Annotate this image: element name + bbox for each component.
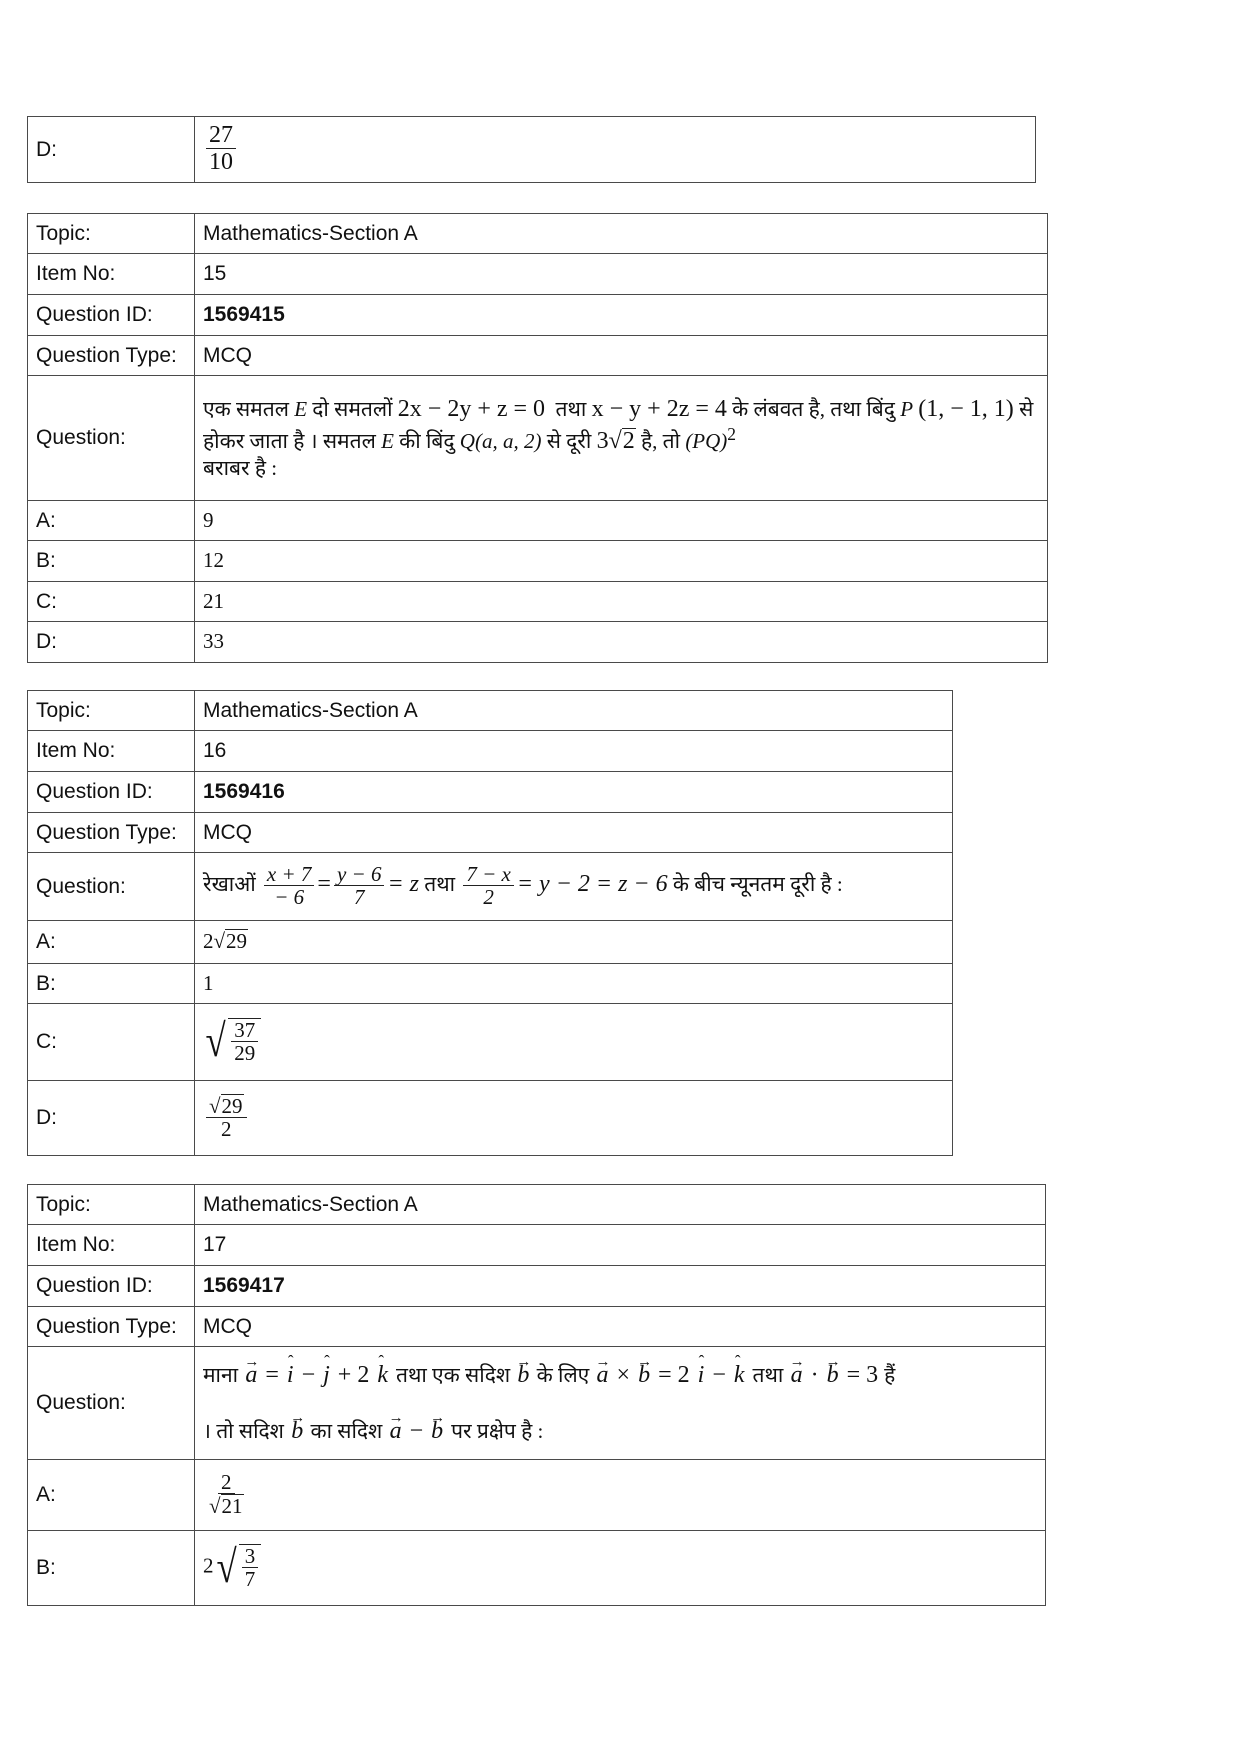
square-root: √ $\frac{37}{29}$ [203,1018,261,1065]
unit-vector-k: ˆ k [377,1347,388,1403]
option-d-label: D: [28,1081,195,1156]
unit-vector-i: ˆ i [698,1347,705,1403]
option-b-value: 1 [195,964,953,1004]
question-label: Question: [28,376,195,501]
topic-label: Topic: [28,1185,195,1225]
fraction: $\frac{27}{10}$ [206,123,236,176]
question-type-label: Question Type: [28,336,195,376]
distance-radical: 3√2 [596,427,635,454]
question-type-value: MCQ [195,336,1048,376]
question-id-value: 1569415 [195,295,1048,336]
item-no-label: Item No: [28,254,195,295]
question-text: रेखाओं $\frac{x + 7}{- 6}$ = $\frac{y - 6}{7}$ = z तथा $\frac{7 - x}{2}$ = y − 2 = z − 6 के बीच न्यूनतम दूरी है : [195,853,953,921]
option-c-label: C: [28,1004,195,1081]
question-text: माना → a = ˆ i − ˆ j + 2 ˆ k तथा एक सदिश → b के लिए → a × → b = 2 ˆ i − ˆ k तथा → a · → b = 3 हैं । तो सदिश → b का सदिश → a − → b पर प्रक्षेप है : [195,1347,1046,1460]
topic-label: Topic: [28,691,195,731]
square-root: √ $\frac{3}{7}$ [214,1544,262,1591]
question-id-label: Question ID: [28,295,195,336]
option-a-value [195,1460,1046,1531]
question-type-label: Question Type: [28,1307,195,1347]
option-d-value [195,117,1036,183]
question-table-17 [27,1184,1046,1606]
question-table-16 [27,690,953,1156]
item-no-value: 16 [195,731,953,772]
question-text: एक समतल E दो समतलों 2x − 2y + z = 0 तथा x − y + 2z = 4 के लंबवत है, तथा बिंदु P (1, − 1, 1) से होकर जाता है । समतल E की बिंदु Q(a, a, 2) से दूरी 3√2 है, तो (PQ)$^2$ बराबर है : [195,376,1048,501]
vector-a: → a [390,1403,402,1459]
question-id-value: 1569417 [195,1266,1046,1307]
vector-a: → a [245,1347,257,1403]
question-id-label: Question ID: [28,772,195,813]
question-type-label: Question Type: [28,813,195,853]
topic-value: Mathematics-Section A [195,691,953,731]
item-no-label: Item No: [28,1225,195,1266]
option-d-label: D: [28,622,195,663]
option-b-value: 12 [195,541,1048,582]
question-id-value: 1569416 [195,772,953,813]
option-a-label: A: [28,921,195,964]
fraction: $\frac{x + 7}{- 6}$ [264,863,315,909]
option-a-value: 9 [195,501,1048,541]
fraction: $\frac{2}{√21}$ [209,1470,243,1519]
fraction: $\frac{√29}{2}$ [206,1094,247,1141]
question-table-15 [27,213,1048,663]
vector-b: → b [431,1403,443,1459]
question-label: Question: [28,853,195,921]
option-d-value [195,1081,953,1156]
topic-label: Topic: [28,214,195,254]
topic-value: Mathematics-Section A [195,214,1048,254]
option-d-label: D: [28,117,195,183]
fraction: $\frac{7 - x}{2}$ [463,863,514,909]
vector-a: → a [597,1347,609,1403]
question-id-label: Question ID: [28,1266,195,1307]
vector-b: → b [827,1347,839,1403]
unit-vector-k: ˆ k [734,1347,745,1403]
option-a-label: A: [28,1460,195,1531]
unit-vector-j: ˆ j [323,1347,330,1403]
option-b-value: 2 √ $\frac{3}{7}$ [195,1531,1046,1606]
unit-vector-i: ˆ i [287,1347,294,1403]
option-b-label: B: [28,964,195,1004]
option-b-label: B: [28,541,195,582]
item-no-value: 15 [195,254,1048,295]
fraction: $\frac{37}{29}$ [231,1019,258,1065]
fraction: $\frac{y - 6}{7}$ [334,863,385,909]
prev-question-tail [27,116,1036,183]
option-a-label: A: [28,501,195,541]
topic-value: Mathematics-Section A [195,1185,1046,1225]
vector-a: → a [791,1347,803,1403]
fraction: $\frac{3}{7}$ [242,1545,259,1591]
option-b-label: B: [28,1531,195,1606]
question-type-value: MCQ [195,1307,1046,1347]
option-a-value: 2√29 [195,921,953,964]
question-type-value: MCQ [195,813,953,853]
option-d-value: 33 [195,622,1048,663]
vector-b: → b [517,1347,529,1403]
question-label: Question: [28,1347,195,1460]
item-no-label: Item No: [28,731,195,772]
vector-b: → b [291,1403,303,1459]
option-c-value: 21 [195,582,1048,622]
option-c-value [195,1004,953,1081]
option-c-label: C: [28,582,195,622]
item-no-value: 17 [195,1225,1046,1266]
vector-b: → b [638,1347,650,1403]
